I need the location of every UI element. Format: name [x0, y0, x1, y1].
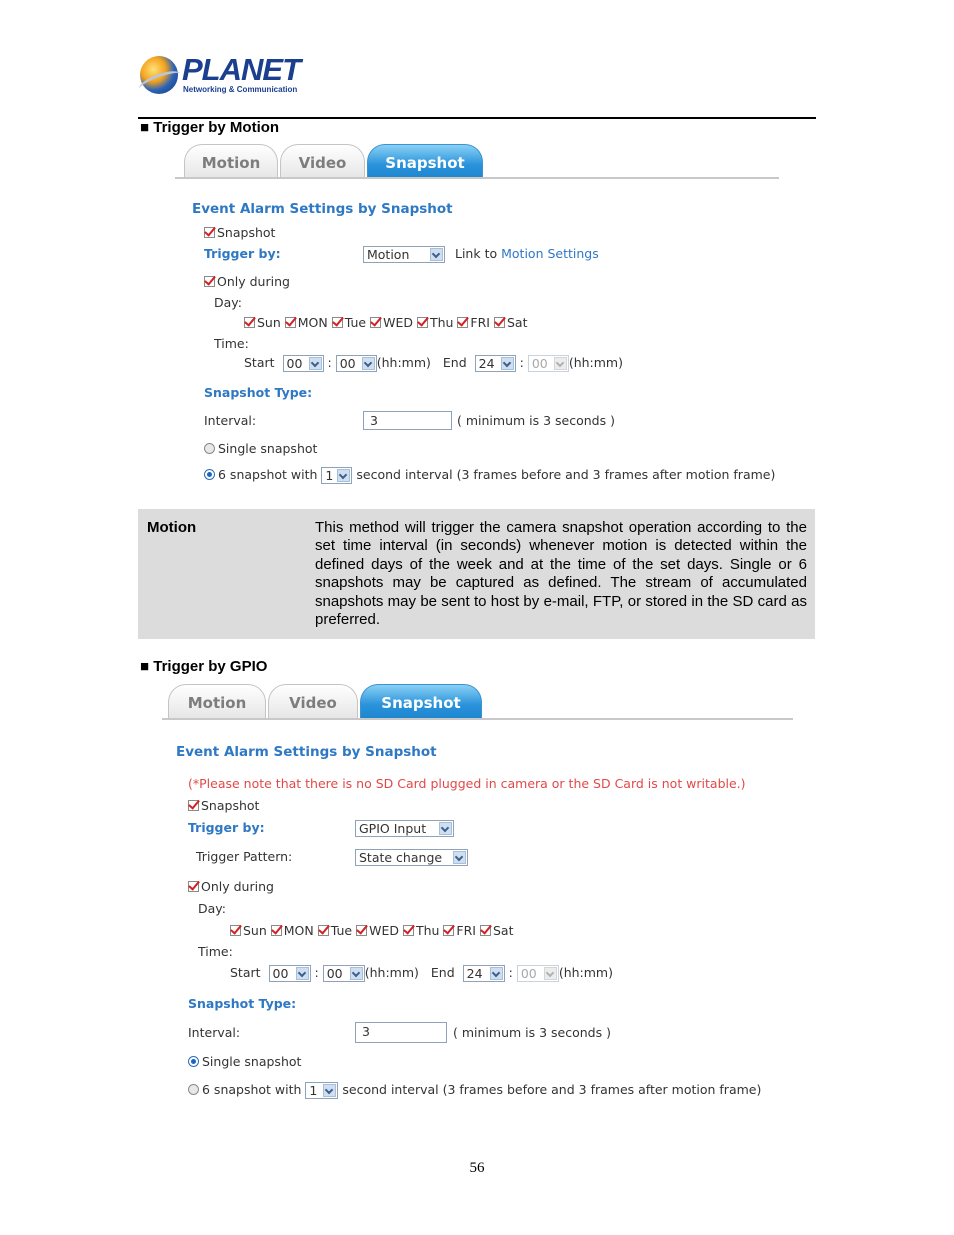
page-number: 56	[469, 1160, 485, 1176]
day-label-thu: Thu	[415, 923, 440, 938]
multi-snapshot-suffix: second interval (3 frames before and 3 frames after motion frame)	[356, 467, 776, 482]
end-minute-value: 00	[520, 966, 537, 981]
chevron-down-icon	[554, 357, 567, 370]
time-row	[230, 965, 613, 982]
multi-snapshot-radio[interactable]	[188, 1084, 199, 1095]
single-snapshot-radio[interactable]	[204, 443, 215, 454]
day-checkboxes	[244, 315, 527, 330]
chevron-down-icon	[337, 469, 350, 482]
day-label-wed: WED	[383, 315, 413, 330]
day-checkboxes	[230, 923, 513, 938]
tab-video[interactable]: Video	[280, 144, 365, 178]
multi-interval-value: 1	[325, 468, 334, 483]
hhmm-hint: (hh:mm)	[364, 965, 419, 980]
trigger-by-select-wrap	[355, 818, 454, 837]
chevron-down-icon	[501, 357, 514, 370]
tab-underline	[175, 177, 779, 179]
chevron-down-icon	[362, 357, 375, 370]
multi-snapshot-label: 6 snapshot with	[218, 467, 318, 482]
hhmm-hint: (hh:mm)	[558, 965, 613, 980]
day-checkbox-sat[interactable]	[480, 925, 491, 936]
description-label: Motion	[147, 519, 197, 536]
multi-snapshot-row	[204, 467, 775, 484]
interval-label: Interval:	[204, 413, 257, 428]
settings-heading: Event Alarm Settings by Snapshot	[192, 201, 453, 217]
motion-settings-link[interactable]: Motion Settings	[501, 246, 599, 261]
day-checkbox-fri[interactable]	[457, 317, 468, 328]
snapshot-checkbox-row[interactable]	[188, 798, 259, 813]
day-checkbox-tue[interactable]	[332, 317, 343, 328]
trigger-by-select[interactable]	[355, 820, 454, 837]
tab-motion[interactable]: Motion	[184, 144, 278, 178]
section-title-motion: ■ Trigger by Motion	[140, 119, 280, 136]
trigger-by-select[interactable]	[363, 246, 445, 263]
tab-snapshot[interactable]: Snapshot	[360, 684, 482, 718]
tab-underline	[162, 718, 793, 720]
time-row	[244, 355, 623, 372]
multi-snapshot-radio[interactable]	[204, 469, 215, 480]
chevron-down-icon	[439, 822, 452, 835]
settings-heading: Event Alarm Settings by Snapshot	[176, 744, 437, 760]
only-during-checkbox[interactable]	[188, 881, 199, 892]
snapshot-checkbox-row[interactable]	[204, 225, 275, 240]
multi-snapshot-suffix: second interval (3 frames before and 3 frames after motion frame)	[342, 1082, 762, 1097]
logo-tagline: Networking & Communication	[183, 85, 298, 94]
end-minute-select	[517, 965, 559, 982]
multi-interval-select[interactable]	[321, 467, 352, 484]
start-hour-select[interactable]	[269, 965, 311, 982]
chevron-down-icon	[490, 967, 503, 980]
day-label-sat: Sat	[492, 923, 514, 938]
day-label-sat: Sat	[506, 315, 528, 330]
end-hour-select[interactable]	[475, 355, 516, 372]
single-snapshot-radio[interactable]	[188, 1056, 199, 1067]
day-label-fri: FRI	[456, 923, 476, 938]
multi-interval-select[interactable]	[305, 1082, 338, 1099]
day-label: Day:	[198, 901, 226, 916]
end-minute-select	[528, 355, 569, 372]
chevron-down-icon	[544, 967, 557, 980]
time-colon: :	[519, 355, 524, 370]
day-label-sun: Sun	[257, 315, 281, 330]
multi-snapshot-label: 6 snapshot with	[202, 1082, 302, 1097]
trigger-pattern-value: State change	[359, 850, 443, 865]
hhmm-hint: (hh:mm)	[568, 355, 623, 370]
hhmm-hint: (hh:mm)	[376, 355, 431, 370]
link-prefix: Link to	[455, 246, 498, 261]
day-label-tue: Tue	[330, 923, 353, 938]
only-during-label: Only during	[217, 274, 290, 289]
only-during-checkbox[interactable]	[204, 276, 215, 287]
chevron-down-icon	[453, 851, 466, 864]
description-text: This method will trigger the camera snapshot operation according to the set time interval (in seconds) whenever motion is detected within the defined days of the week and at the time of the set days. Single or 6 snapshots may be captured as defined. The stream of accumulated snapshots may be sent to host by e-mail, FTP, or stored in the SD card as preferred.	[315, 519, 807, 629]
trigger-by-value: GPIO Input	[359, 821, 427, 836]
description-table	[138, 509, 815, 639]
end-label: End	[430, 965, 455, 980]
time-colon: :	[508, 965, 513, 980]
interval-hint: ( minimum is 3 seconds )	[457, 413, 615, 428]
trigger-by-label: Trigger by:	[188, 820, 265, 835]
snapshot-label: Snapshot	[201, 798, 260, 813]
multi-interval-value: 1	[309, 1083, 318, 1098]
day-checkbox-tue[interactable]	[318, 925, 329, 936]
only-during-label: Only during	[201, 879, 274, 894]
interval-label: Interval:	[188, 1025, 241, 1040]
snapshot-type-label: Snapshot Type:	[204, 385, 313, 400]
sd-card-note: (*Please note that there is no SD Card plugged in camera or the SD Card is not writable.)	[188, 776, 746, 791]
motion-settings-link-row	[455, 246, 599, 261]
chevron-down-icon	[430, 248, 443, 261]
day-checkbox-fri[interactable]	[443, 925, 454, 936]
single-snapshot-row[interactable]	[204, 441, 317, 456]
time-label: Time:	[198, 944, 233, 959]
only-during-row[interactable]	[188, 879, 274, 894]
tab-motion[interactable]: Motion	[168, 684, 266, 718]
interval-input[interactable]: 3	[363, 411, 452, 430]
day-checkbox-mon[interactable]	[285, 317, 296, 328]
start-hour-value: 00	[272, 966, 289, 981]
end-hour-value: 24	[466, 966, 483, 981]
day-label-mon: MON	[297, 315, 328, 330]
end-hour-value: 24	[478, 356, 495, 371]
start-label: Start	[230, 965, 261, 980]
trigger-by-value: Motion	[367, 247, 410, 262]
chevron-down-icon	[309, 357, 322, 370]
end-minute-value: 00	[531, 356, 548, 371]
time-colon: :	[314, 965, 319, 980]
day-label-thu: Thu	[429, 315, 454, 330]
tab-snapshot[interactable]: Snapshot	[367, 144, 483, 178]
tab-video[interactable]: Video	[268, 684, 358, 718]
start-minute-select[interactable]	[323, 965, 365, 982]
start-hour-select[interactable]	[283, 355, 324, 372]
start-minute-select[interactable]	[336, 355, 377, 372]
planet-logo	[140, 54, 300, 96]
start-hour-value: 00	[286, 356, 303, 371]
day-checkbox-mon[interactable]	[271, 925, 282, 936]
time-colon: :	[327, 355, 332, 370]
chevron-down-icon	[296, 967, 309, 980]
day-checkbox-sat[interactable]	[494, 317, 505, 328]
interval-input[interactable]: 3	[355, 1022, 447, 1043]
day-label-fri: FRI	[470, 315, 490, 330]
day-checkbox-sun[interactable]	[230, 925, 241, 936]
day-checkbox-thu[interactable]	[417, 317, 428, 328]
single-snapshot-label: Single snapshot	[202, 1054, 302, 1069]
end-hour-select[interactable]	[463, 965, 505, 982]
multi-snapshot-row	[188, 1082, 761, 1099]
trigger-by-select-wrap	[363, 244, 445, 263]
trigger-pattern-select-wrap	[355, 847, 468, 866]
trigger-by-label: Trigger by:	[204, 246, 281, 261]
end-label: End	[442, 355, 467, 370]
chevron-down-icon	[350, 967, 363, 980]
day-checkbox-sun[interactable]	[244, 317, 255, 328]
interval-wrap	[355, 1021, 447, 1043]
trigger-pattern-select[interactable]	[355, 849, 468, 866]
start-label: Start	[244, 355, 275, 370]
snapshot-checkbox[interactable]	[188, 800, 199, 811]
interval-hint: ( minimum is 3 seconds )	[453, 1025, 611, 1040]
only-during-row[interactable]	[204, 274, 290, 289]
snapshot-label: Snapshot	[217, 225, 276, 240]
snapshot-type-label: Snapshot Type:	[188, 996, 297, 1011]
chevron-down-icon	[323, 1084, 336, 1097]
interval-wrap	[363, 410, 452, 430]
single-snapshot-label: Single snapshot	[218, 441, 318, 456]
start-minute-value: 00	[339, 356, 356, 371]
section-title-gpio: ■ Trigger by GPIO	[140, 658, 268, 675]
time-label: Time:	[214, 336, 249, 351]
day-label-mon: MON	[283, 923, 314, 938]
single-snapshot-row[interactable]	[188, 1054, 301, 1069]
day-checkbox-thu[interactable]	[403, 925, 414, 936]
logo-brand: PLANET	[182, 52, 300, 87]
day-label-tue: Tue	[344, 315, 367, 330]
day-label: Day:	[214, 295, 242, 310]
start-minute-value: 00	[326, 966, 343, 981]
day-checkbox-wed[interactable]	[370, 317, 381, 328]
day-label-wed: WED	[369, 923, 399, 938]
trigger-pattern-label: Trigger Pattern:	[196, 849, 293, 864]
day-checkbox-wed[interactable]	[356, 925, 367, 936]
snapshot-checkbox[interactable]	[204, 227, 215, 238]
day-label-sun: Sun	[243, 923, 267, 938]
